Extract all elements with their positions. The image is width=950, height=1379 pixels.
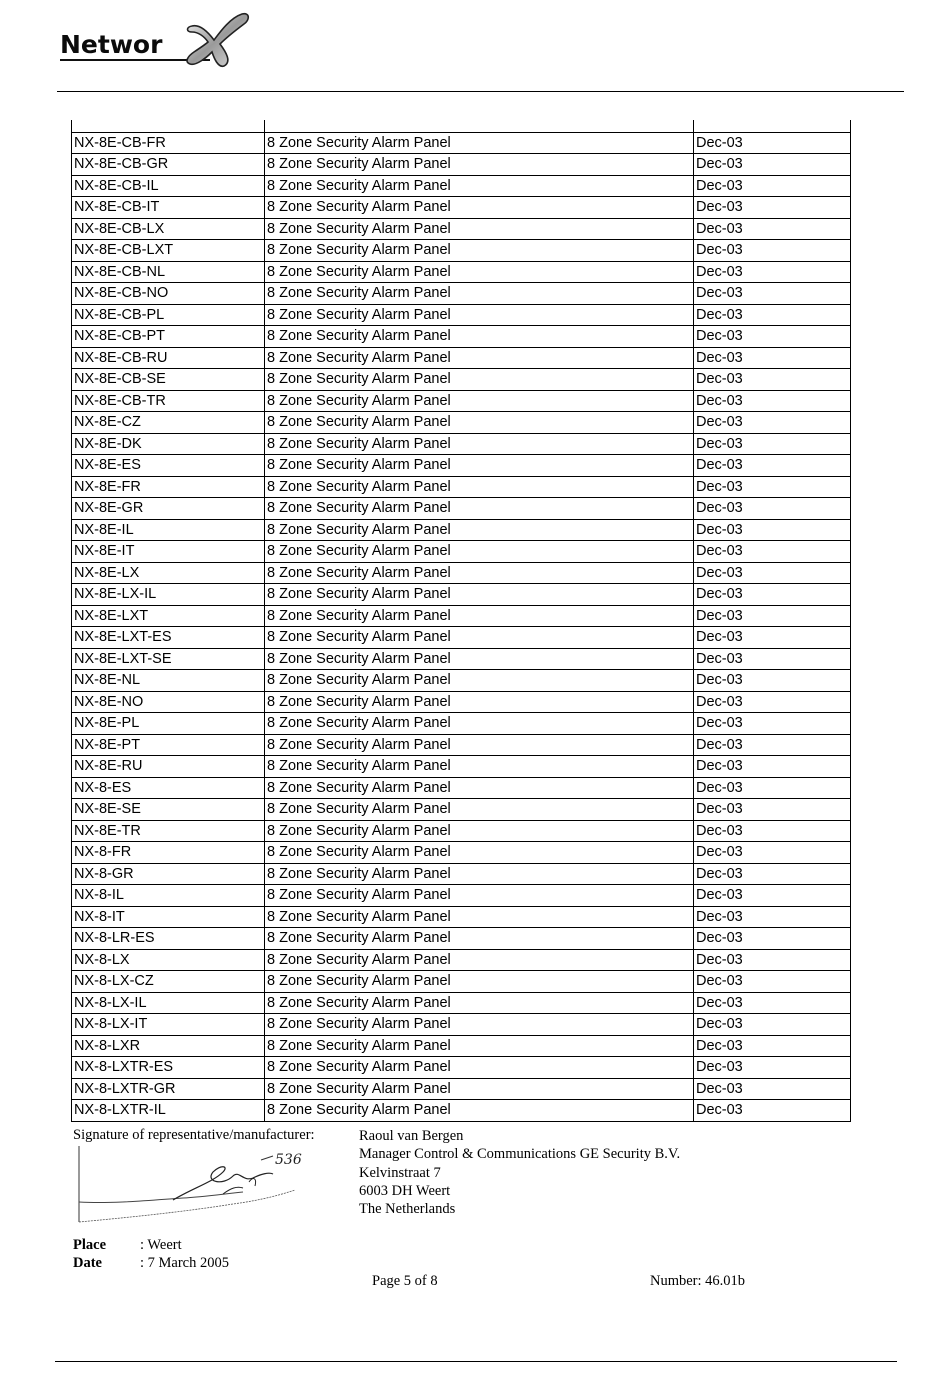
product-date-cell: Dec-03: [694, 949, 851, 971]
table-row: [72, 928, 851, 950]
product-code-cell: NX-8-LXR: [72, 1035, 265, 1057]
product-description-cell: 8 Zone Security Alarm Panel: [265, 863, 694, 885]
address-city: 6003 DH Weert: [359, 1182, 451, 1199]
product-description-cell: 8 Zone Security Alarm Panel: [265, 648, 694, 670]
footer-rule: [55, 1361, 897, 1362]
product-description-cell: 8 Zone Security Alarm Panel: [265, 1078, 694, 1100]
product-code-cell: NX-8E-CB-GR: [72, 154, 265, 176]
table-row: [72, 326, 851, 348]
product-date-cell: Dec-03: [694, 992, 851, 1014]
table-row: [72, 1035, 851, 1057]
table-cell-spacer: [694, 120, 851, 132]
table-row: [72, 347, 851, 369]
table-row: [72, 455, 851, 477]
table-row: [72, 627, 851, 649]
product-description-cell: 8 Zone Security Alarm Panel: [265, 433, 694, 455]
product-code-cell: NX-8E-NO: [72, 691, 265, 713]
table-row: [72, 476, 851, 498]
table-row: [72, 240, 851, 262]
table-row: [72, 734, 851, 756]
table-row: [72, 197, 851, 219]
product-date-cell: Dec-03: [694, 1078, 851, 1100]
table-row: [72, 885, 851, 907]
product-date-cell: Dec-03: [694, 390, 851, 412]
table-row: [72, 283, 851, 305]
product-date-cell: Dec-03: [694, 476, 851, 498]
product-date-cell: Dec-03: [694, 1057, 851, 1079]
table-row: [72, 971, 851, 993]
product-date-cell: Dec-03: [694, 713, 851, 735]
representative-title: Manager Control & Communications GE Security B.V.: [359, 1146, 681, 1163]
product-code-cell: NX-8-LR-ES: [72, 928, 265, 950]
date-row: [73, 1255, 229, 1272]
product-description-cell: 8 Zone Security Alarm Panel: [265, 283, 694, 305]
networx-x-icon: [184, 12, 252, 68]
signature-label: Signature of representative/manufacturer:: [73, 1127, 315, 1143]
product-description-cell: 8 Zone Security Alarm Panel: [265, 154, 694, 176]
table-row: [72, 906, 851, 928]
product-code-cell: NX-8E-CB-PL: [72, 304, 265, 326]
product-code-cell: NX-8E-SE: [72, 799, 265, 821]
table-row: [72, 799, 851, 821]
date-value: : 7 March 2005: [140, 1255, 229, 1271]
product-description-cell: 8 Zone Security Alarm Panel: [265, 713, 694, 735]
table-row: [72, 756, 851, 778]
product-code-cell: NX-8E-PT: [72, 734, 265, 756]
table-row: [72, 1014, 851, 1036]
table-row: [72, 820, 851, 842]
product-date-cell: Dec-03: [694, 1035, 851, 1057]
product-date-cell: Dec-03: [694, 369, 851, 391]
table-row: [72, 584, 851, 606]
product-date-cell: Dec-03: [694, 218, 851, 240]
product-code-cell: NX-8E-CB-SE: [72, 369, 265, 391]
product-description-cell: 8 Zone Security Alarm Panel: [265, 1100, 694, 1122]
product-date-cell: Dec-03: [694, 197, 851, 219]
table-row: [72, 390, 851, 412]
product-date-cell: Dec-03: [694, 132, 851, 154]
product-date-cell: Dec-03: [694, 928, 851, 950]
product-code-cell: NX-8-LXTR-IL: [72, 1100, 265, 1122]
product-date-cell: Dec-03: [694, 691, 851, 713]
product-code-cell: NX-8E-CB-LX: [72, 218, 265, 240]
product-date-cell: Dec-03: [694, 648, 851, 670]
product-description-cell: 8 Zone Security Alarm Panel: [265, 455, 694, 477]
table-row: [72, 562, 851, 584]
product-code-cell: NX-8E-FR: [72, 476, 265, 498]
product-description-cell: 8 Zone Security Alarm Panel: [265, 799, 694, 821]
product-code-cell: NX-8E-TR: [72, 820, 265, 842]
product-description-cell: 8 Zone Security Alarm Panel: [265, 1014, 694, 1036]
representative-name: Raoul van Bergen: [359, 1128, 464, 1144]
product-code-cell: NX-8E-CB-LXT: [72, 240, 265, 262]
product-code-cell: NX-8-LX-CZ: [72, 971, 265, 993]
product-date-cell: Dec-03: [694, 863, 851, 885]
table-row: [72, 992, 851, 1014]
product-date-cell: Dec-03: [694, 971, 851, 993]
product-description-cell: 8 Zone Security Alarm Panel: [265, 347, 694, 369]
table-row: [72, 412, 851, 434]
product-description-cell: 8 Zone Security Alarm Panel: [265, 1035, 694, 1057]
page-number: Page 5 of 8: [372, 1273, 438, 1289]
product-date-cell: Dec-03: [694, 261, 851, 283]
date-label: Date: [73, 1255, 102, 1271]
logo-text: Networ: [60, 30, 163, 59]
product-date-cell: Dec-03: [694, 498, 851, 520]
table-row: [72, 175, 851, 197]
product-description-cell: 8 Zone Security Alarm Panel: [265, 240, 694, 262]
table-row: [72, 670, 851, 692]
product-description-cell: 8 Zone Security Alarm Panel: [265, 369, 694, 391]
table-row: [72, 691, 851, 713]
product-code-cell: NX-8-ES: [72, 777, 265, 799]
table-row: [72, 1100, 851, 1122]
product-date-cell: Dec-03: [694, 175, 851, 197]
product-date-cell: Dec-03: [694, 842, 851, 864]
table-row: [72, 842, 851, 864]
product-code-cell: NX-8-GR: [72, 863, 265, 885]
product-description-cell: 8 Zone Security Alarm Panel: [265, 756, 694, 778]
product-code-cell: NX-8-IL: [72, 885, 265, 907]
product-code-cell: NX-8-IT: [72, 906, 265, 928]
product-code-cell: NX-8-LXTR-ES: [72, 1057, 265, 1079]
product-description-cell: 8 Zone Security Alarm Panel: [265, 541, 694, 563]
product-date-cell: Dec-03: [694, 820, 851, 842]
product-description-cell: 8 Zone Security Alarm Panel: [265, 132, 694, 154]
product-description-cell: 8 Zone Security Alarm Panel: [265, 412, 694, 434]
product-code-cell: NX-8E-IL: [72, 519, 265, 541]
product-code-cell: NX-8E-CB-NO: [72, 283, 265, 305]
product-code-cell: NX-8E-LXT-ES: [72, 627, 265, 649]
handwritten-signature: [73, 1142, 303, 1232]
address-street: Kelvinstraat 7: [359, 1164, 441, 1181]
product-description-cell: 8 Zone Security Alarm Panel: [265, 304, 694, 326]
table-row: [72, 154, 851, 176]
table-row: [72, 261, 851, 283]
product-code-cell: NX-8E-CB-TR: [72, 390, 265, 412]
table-row: [72, 713, 851, 735]
product-description-cell: 8 Zone Security Alarm Panel: [265, 218, 694, 240]
product-code-cell: NX-8E-LXT-SE: [72, 648, 265, 670]
table-row: [72, 132, 851, 154]
document-number: Number: 46.01b: [650, 1273, 746, 1289]
product-description-cell: 8 Zone Security Alarm Panel: [265, 326, 694, 348]
product-date-cell: Dec-03: [694, 347, 851, 369]
product-description-cell: 8 Zone Security Alarm Panel: [265, 562, 694, 584]
product-date-cell: Dec-03: [694, 777, 851, 799]
product-date-cell: Dec-03: [694, 799, 851, 821]
product-date-cell: Dec-03: [694, 670, 851, 692]
product-code-cell: NX-8E-CB-FR: [72, 132, 265, 154]
signature-note: 536: [275, 1152, 302, 1168]
table-cell-spacer: [265, 120, 694, 132]
product-description-cell: 8 Zone Security Alarm Panel: [265, 627, 694, 649]
product-date-cell: Dec-03: [694, 519, 851, 541]
product-code-cell: NX-8E-CB-IL: [72, 175, 265, 197]
product-code-cell: NX-8E-IT: [72, 541, 265, 563]
table-row: [72, 648, 851, 670]
product-date-cell: Dec-03: [694, 734, 851, 756]
product-date-cell: Dec-03: [694, 240, 851, 262]
product-description-cell: 8 Zone Security Alarm Panel: [265, 842, 694, 864]
product-code-cell: NX-8-LX-IT: [72, 1014, 265, 1036]
product-date-cell: Dec-03: [694, 885, 851, 907]
product-code-cell: NX-8E-ES: [72, 455, 265, 477]
product-description-cell: 8 Zone Security Alarm Panel: [265, 885, 694, 907]
table-row: [72, 369, 851, 391]
header-rule: [57, 91, 904, 92]
product-code-cell: NX-8-FR: [72, 842, 265, 864]
product-date-cell: Dec-03: [694, 304, 851, 326]
product-code-cell: NX-8E-PL: [72, 713, 265, 735]
product-description-cell: 8 Zone Security Alarm Panel: [265, 605, 694, 627]
product-date-cell: Dec-03: [694, 1014, 851, 1036]
table-row: [72, 519, 851, 541]
table-row: [72, 777, 851, 799]
product-date-cell: Dec-03: [694, 541, 851, 563]
product-code-cell: NX-8E-CB-NL: [72, 261, 265, 283]
product-code-cell: NX-8-LX: [72, 949, 265, 971]
manufacturer-address: [359, 1127, 680, 1218]
table-row: [72, 1057, 851, 1079]
product-description-cell: 8 Zone Security Alarm Panel: [265, 670, 694, 692]
product-date-cell: Dec-03: [694, 1100, 851, 1122]
product-date-cell: Dec-03: [694, 605, 851, 627]
table-row: [72, 863, 851, 885]
product-code-cell: NX-8E-GR: [72, 498, 265, 520]
product-description-cell: 8 Zone Security Alarm Panel: [265, 906, 694, 928]
product-code-cell: NX-8E-DK: [72, 433, 265, 455]
product-table-body: [72, 120, 851, 1121]
table-row: [72, 304, 851, 326]
product-description-cell: 8 Zone Security Alarm Panel: [265, 519, 694, 541]
product-code-cell: NX-8E-CB-RU: [72, 347, 265, 369]
product-description-cell: 8 Zone Security Alarm Panel: [265, 476, 694, 498]
product-code-cell: NX-8E-CB-PT: [72, 326, 265, 348]
product-description-cell: 8 Zone Security Alarm Panel: [265, 820, 694, 842]
product-description-cell: 8 Zone Security Alarm Panel: [265, 261, 694, 283]
product-date-cell: Dec-03: [694, 627, 851, 649]
product-date-cell: Dec-03: [694, 154, 851, 176]
product-date-cell: Dec-03: [694, 326, 851, 348]
place-label: Place: [73, 1237, 107, 1253]
table-cell-spacer: [72, 120, 265, 132]
product-description-cell: 8 Zone Security Alarm Panel: [265, 1057, 694, 1079]
product-date-cell: Dec-03: [694, 756, 851, 778]
product-date-cell: Dec-03: [694, 455, 851, 477]
product-code-cell: NX-8E-LXT: [72, 605, 265, 627]
product-description-cell: 8 Zone Security Alarm Panel: [265, 992, 694, 1014]
product-description-cell: 8 Zone Security Alarm Panel: [265, 390, 694, 412]
product-date-cell: Dec-03: [694, 562, 851, 584]
product-description-cell: 8 Zone Security Alarm Panel: [265, 928, 694, 950]
product-table: [71, 120, 851, 1122]
product-code-cell: NX-8E-LX-IL: [72, 584, 265, 606]
product-code-cell: NX-8E-CB-IT: [72, 197, 265, 219]
table-row: [72, 1078, 851, 1100]
product-description-cell: 8 Zone Security Alarm Panel: [265, 949, 694, 971]
place-row: [73, 1237, 182, 1254]
table-row: [72, 605, 851, 627]
address-country: The Netherlands: [359, 1201, 456, 1218]
product-date-cell: Dec-03: [694, 906, 851, 928]
product-date-cell: Dec-03: [694, 283, 851, 305]
table-row: [72, 433, 851, 455]
product-description-cell: 8 Zone Security Alarm Panel: [265, 197, 694, 219]
table-row: [72, 949, 851, 971]
product-code-cell: NX-8E-RU: [72, 756, 265, 778]
product-description-cell: 8 Zone Security Alarm Panel: [265, 584, 694, 606]
product-date-cell: Dec-03: [694, 584, 851, 606]
networx-logo: [60, 14, 250, 66]
product-code-cell: NX-8E-NL: [72, 670, 265, 692]
product-code-cell: NX-8-LXTR-GR: [72, 1078, 265, 1100]
product-description-cell: 8 Zone Security Alarm Panel: [265, 691, 694, 713]
place-value: : Weert: [140, 1237, 182, 1253]
product-code-cell: NX-8E-CZ: [72, 412, 265, 434]
product-description-cell: 8 Zone Security Alarm Panel: [265, 971, 694, 993]
product-description-cell: 8 Zone Security Alarm Panel: [265, 777, 694, 799]
product-code-cell: NX-8-LX-IL: [72, 992, 265, 1014]
table-row-top-edge: [72, 120, 851, 132]
table-row: [72, 541, 851, 563]
table-row: [72, 498, 851, 520]
table-row: [72, 218, 851, 240]
product-code-cell: NX-8E-LX: [72, 562, 265, 584]
product-description-cell: 8 Zone Security Alarm Panel: [265, 175, 694, 197]
product-description-cell: 8 Zone Security Alarm Panel: [265, 498, 694, 520]
product-date-cell: Dec-03: [694, 433, 851, 455]
product-description-cell: 8 Zone Security Alarm Panel: [265, 734, 694, 756]
product-date-cell: Dec-03: [694, 412, 851, 434]
